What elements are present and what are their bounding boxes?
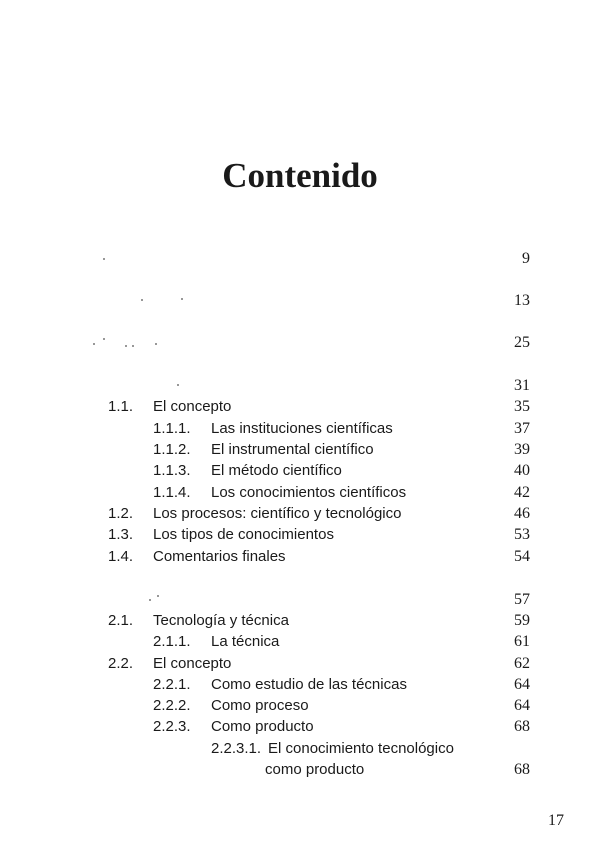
- toc-entry: [0, 739, 600, 759]
- toc-entry: [0, 632, 600, 652]
- toc-page-number: 9: [522, 250, 530, 267]
- toc-entry-title: Comentarios finales: [153, 548, 286, 565]
- toc-entry-title: Los tipos de conocimientos: [153, 526, 334, 543]
- toc-entry-number: 1.2.: [108, 505, 134, 522]
- toc-entry-number: 1.3.: [108, 526, 134, 543]
- toc-entry-title: Los procesos: científico y tecnológico: [153, 505, 402, 522]
- toc-page-number: 31: [514, 377, 530, 394]
- toc-page-number: 40: [514, 462, 530, 479]
- toc-entry-number: 1.1.1.: [153, 420, 191, 437]
- toc-entry-title: Como proceso: [211, 697, 309, 714]
- toc-entry: [0, 483, 600, 503]
- toc-entry-continuation: [0, 760, 600, 780]
- toc-page-number: 37: [514, 420, 530, 437]
- toc-entry-number: 2.2.1.: [153, 676, 191, 693]
- toc-entry-title: Los conocimientos científicos: [211, 484, 407, 501]
- toc-entry: [0, 440, 600, 460]
- toc-entry: [0, 419, 600, 439]
- toc-entry-title: Las instituciones científicas: [211, 420, 393, 437]
- toc-entry-number: 2.2.: [108, 655, 134, 672]
- toc-entry: [0, 696, 600, 716]
- toc-page-number: 62: [514, 655, 530, 672]
- toc-entry-number: 2.1.1.: [153, 633, 191, 650]
- toc-entry: [0, 717, 600, 737]
- toc-entry: [0, 504, 600, 524]
- toc-page-number: 42: [514, 484, 530, 501]
- page-title: Contenido: [222, 156, 378, 195]
- toc-entry: [0, 547, 600, 567]
- toc-chapter-row: [0, 590, 600, 610]
- toc-entry-title: Como producto: [211, 718, 314, 735]
- toc-entry-number: 1.1.: [108, 398, 134, 415]
- toc-entry-number: 1.1.4.: [153, 484, 191, 501]
- toc-page-number: 64: [514, 697, 530, 714]
- toc-entry: [0, 611, 600, 631]
- toc-chapter-row: [0, 291, 600, 311]
- toc-entry: [0, 397, 600, 417]
- page-number: 17: [548, 812, 564, 829]
- toc-page-number: 13: [514, 292, 530, 309]
- toc-entry-title: La técnica: [211, 633, 280, 650]
- toc-entry: [0, 525, 600, 545]
- toc-page-number: 57: [514, 591, 530, 608]
- toc-page-number: 54: [514, 548, 530, 565]
- toc-entry-number: 2.1.: [108, 612, 134, 629]
- toc-entry-title: El conocimiento tecnológico: [268, 740, 454, 757]
- toc-entry-number: 2.2.3.1.: [211, 740, 262, 757]
- toc-entry-number: 2.2.2.: [153, 697, 191, 714]
- toc-entry-title-continuation: como producto: [265, 761, 365, 778]
- toc-entry-title: El concepto: [153, 398, 232, 415]
- toc-page-number: 46: [514, 505, 530, 522]
- toc-chapter-row: [0, 249, 600, 269]
- toc-entry: [0, 654, 600, 674]
- toc-entry-number: 1.4.: [108, 548, 134, 565]
- toc-entry-title: Como estudio de las técnicas: [211, 676, 407, 693]
- toc-page-number: 68: [514, 761, 530, 778]
- toc-page-number: 25: [514, 334, 530, 351]
- toc-entry-number: 1.1.3.: [153, 462, 191, 479]
- toc-entry-title: El método científico: [211, 462, 342, 479]
- toc-page-number: 39: [514, 441, 530, 458]
- toc-entry-title: El concepto: [153, 655, 232, 672]
- toc-page-number: 61: [514, 633, 530, 650]
- toc-page-number: 35: [514, 398, 530, 415]
- toc-entry-number: 1.1.2.: [153, 441, 191, 458]
- toc-page-number: 59: [514, 612, 530, 629]
- toc-entry-title: El instrumental científico: [211, 441, 374, 458]
- toc-page-number: 68: [514, 718, 530, 735]
- toc-entry: [0, 675, 600, 695]
- toc-page-number: 64: [514, 676, 530, 693]
- toc-entry-title: Tecnología y técnica: [153, 612, 289, 629]
- toc-chapter-row: [0, 333, 600, 353]
- toc-page-number: 53: [514, 526, 530, 543]
- toc-entry-number: 2.2.3.: [153, 718, 191, 735]
- toc-chapter-row: [0, 376, 600, 396]
- toc-entry: [0, 461, 600, 481]
